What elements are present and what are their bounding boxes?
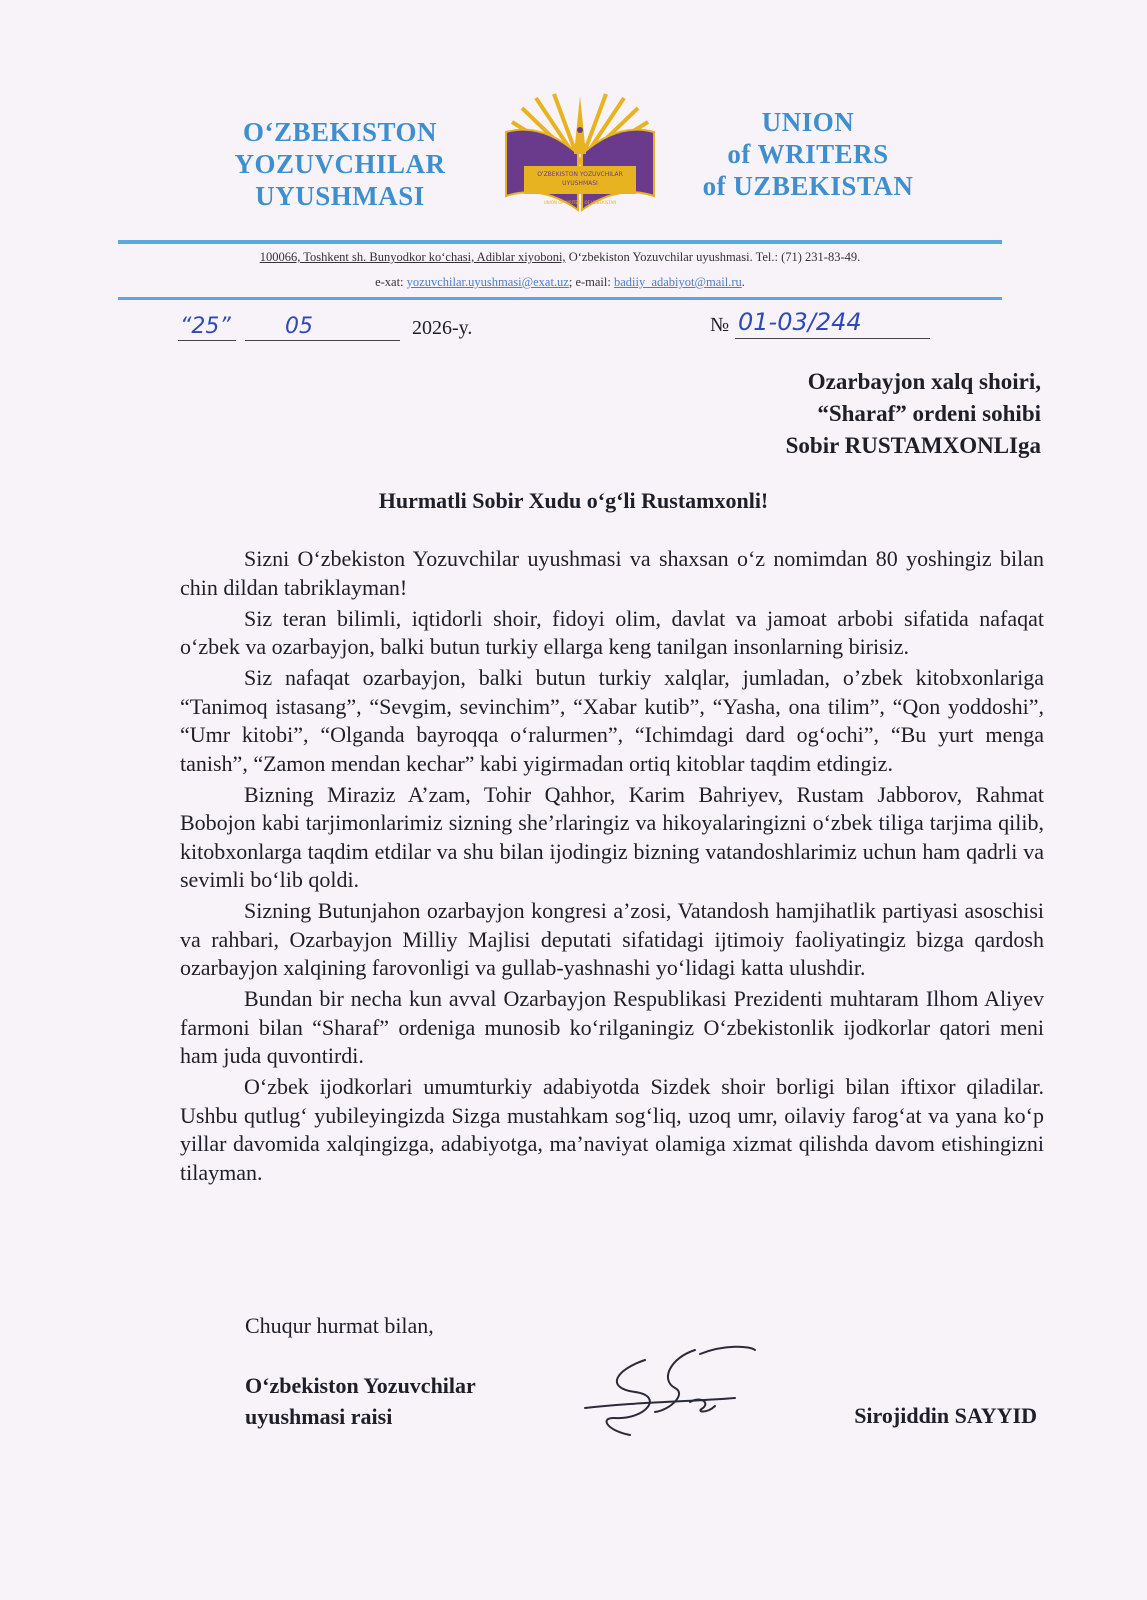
body-paragraph: O‘zbek ijodkorlari umumturkiy adabiyotda Sizdek shoir borligi bilan iftixor qiladilar. Ushbu qutlug‘ yubileyingizda Sizga mustahkam sog‘liq, uzoq umr, oilaviy farog‘at va yana ko‘p yillar davomida xalqingizga, adabiyotga, ma’naviyat olamiga xizmat qilishda davom etishingizni tilayman. <box>180 1074 1044 1185</box>
exat-link[interactable]: yozuvchilar.uyushmasi@exat.uz <box>406 275 569 289</box>
body-paragraph: Bizning Miraziz A’zam, Tohir Qahhor, Karim Bahriyev, Rustam Jabborov, Rahmat Bobojon kabi tarjimonlarimiz sizning she’rlaringiz va hikoyalaringizni o‘zbek tiliga tarjima qilib, kitobxonlarga taqdim etdilar va shu bilan ijodingiz bizning vatandoshlarimiz uchun ham qadrli va sevimli bo‘lib qoldi. <box>180 781 1044 892</box>
contact-line <box>120 274 1000 290</box>
reference-number-underline <box>735 338 930 339</box>
letterhead-rule-bottom <box>118 297 1002 300</box>
org-name-en-line: UNION <box>761 107 855 137</box>
recipient-line: Sobir RUSTAMXONLIga <box>785 433 1041 458</box>
org-name-uz <box>215 116 465 212</box>
exat-label: e-xat: <box>375 275 407 289</box>
signer-name: Sirojiddin SAYYID <box>854 1403 1037 1428</box>
email-link[interactable]: badiiy_adabiyot@mail.ru <box>613 275 742 289</box>
date-month: 05 <box>285 314 313 339</box>
signer-role-line: O‘zbekiston Yozuvchilar <box>245 1373 476 1398</box>
signer-role <box>245 1370 476 1432</box>
org-name-en <box>688 106 928 202</box>
body-paragraph: Sizni O‘zbekiston Yozuvchilar uyushmasi va shaxsan o‘z nomimdan 80 yoshingiz bilan chin dildan tabriklayman! <box>180 546 1044 600</box>
date-month-underline <box>245 340 400 341</box>
reference-number: 01-03/244 <box>738 308 862 336</box>
open-book-tower-emblem-icon <box>502 92 658 222</box>
address-street: 100066, Toshkent sh. Bunyodkor ko‘chasi, Adiblar xiyoboni, <box>259 250 566 264</box>
date-year: 2026-y. <box>412 317 473 339</box>
handwritten-signature <box>575 1340 775 1460</box>
emblem-text-mid: UYUSHMASI <box>562 180 598 187</box>
closing-phrase: Chuqur hurmat bilan, <box>245 1313 434 1338</box>
org-name-uz-line: O‘ZBEKISTON <box>242 117 438 147</box>
body-paragraph: Bundan bir necha kun avval Ozarbayjon Respublikasi Prezidenti muhtaram Ilhom Aliyev farmoni bilan “Sharaf” ordeniga munosib ko‘rilganingiz O‘zbekistonlik ijodkorlar qatori meni ham juda quvontirdi. <box>180 986 1044 1068</box>
body-paragraph: Sizning Butunjahon ozarbayjon kongresi a’zosi, Vatandosh hamjihatlik partiyasi asoschisi va rahbari, Ozarbayjon Milliy Majlisi deputati sifatidagi ijtimoiy faoliyatingiz bizga qardosh ozarbayjon xalqining farovonligi va gullab-yashnashi yo‘lidagi katta ulushdir. <box>180 898 1044 980</box>
letterhead-rule-top <box>118 240 1002 244</box>
emblem-text-top: O'ZBEKISTON YOZUVCHILAR <box>537 171 623 178</box>
recipient-block <box>786 366 1041 462</box>
address-line <box>120 249 1000 265</box>
email-end: . <box>741 275 745 289</box>
emblem-text-bottom: UNION OF WRITERS OF UZBEKISTAN <box>543 200 617 205</box>
org-name-en-line: of WRITERS <box>727 139 889 169</box>
letter-body <box>180 545 1044 1190</box>
signer-role-line: uyushmasi raisi <box>245 1404 393 1429</box>
org-name-uz-line: UYUSHMASI <box>255 181 425 211</box>
recipient-line: Ozarbayjon xalq shoiri, <box>807 369 1041 394</box>
address-details: O‘zbekiston Yozuvchilar uyushmasi. Tel.: (71) 231-83-49. <box>565 250 861 264</box>
body-paragraph: Siz teran bilimli, iqtidorli shoir, fidoyi olim, davlat va jamoat arbobi sifatida nafaqat o‘zbek va ozarbayjon, balki butun turkiy ellarga keng tanilgan insonlarning birisiz. <box>180 605 1044 659</box>
number-sign: № <box>710 314 730 336</box>
date-day-underline <box>178 340 236 341</box>
email-label: ; e-mail: <box>568 275 614 289</box>
date-day: “25” <box>180 314 231 339</box>
recipient-line: “Sharaf” ordeni sohibi <box>817 401 1041 426</box>
org-name-uz-line: YOZUVCHILAR <box>234 149 446 179</box>
salutation: Hurmatli Sobir Xudu o‘g‘li Rustamxonli! <box>378 488 769 513</box>
body-paragraph: Siz nafaqat ozarbayjon, balki butun turkiy xalqlar, jumladan, o’zbek kitobxonlariga “Tanimoq istasang”, “Sevgim, sevinchim”, “Xabar kutib”, “Yasha, ona tilim”, “Qon yoddoshi”, “Umr kitobi”, “Olganda bayroqqa o‘ralurmen”, “Ichimdagi dard og‘ochi”, “Bu yurt menga tanish”, “Zamon mendan kechar” kabi yigirmadan ortiq kitoblar taqdim etdingiz. <box>180 665 1044 776</box>
org-name-en-line: of UZBEKISTAN <box>702 171 914 201</box>
